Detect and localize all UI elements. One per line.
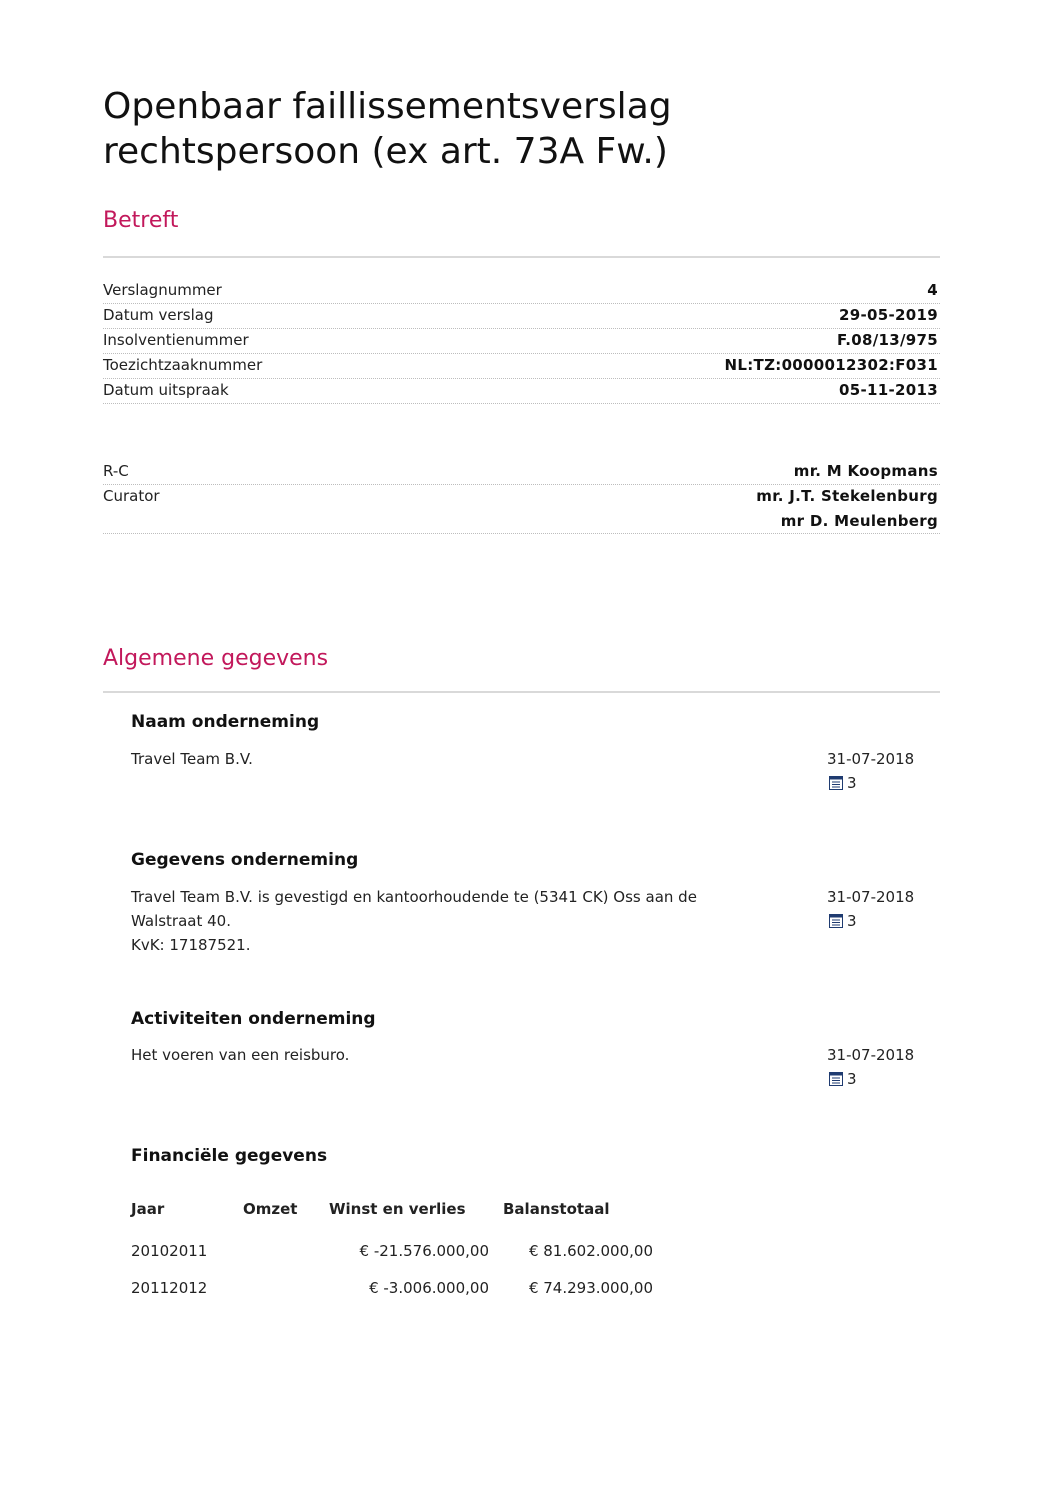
- page-title: [103, 84, 940, 174]
- subheading-activiteiten-onderneming: Activiteiten onderneming: [131, 1009, 376, 1029]
- document-icon: [829, 914, 843, 928]
- body-line: Het voeren van een reisburo.: [131, 1046, 350, 1064]
- info-label: Curator: [103, 487, 160, 505]
- table-row: [131, 1232, 667, 1269]
- info-label: Datum uitspraak: [103, 381, 229, 399]
- column-header-balanstotaal: Balanstotaal: [503, 1200, 610, 1218]
- info-value: mr. M Koopmans: [793, 462, 938, 480]
- document-icon: [829, 1072, 843, 1086]
- cell-balanstotaal: € 74.293.000,00: [528, 1278, 653, 1297]
- info-value: mr D. Meulenberg: [780, 512, 938, 530]
- report-reference-link[interactable]: [829, 1067, 937, 1091]
- subheading-financiele-gegevens: Financiële gegevens: [131, 1146, 328, 1166]
- info-row-curator: [103, 484, 940, 534]
- subheading-naam-onderneming: Naam onderneming: [131, 712, 320, 732]
- info-value: 29-05-2019: [839, 306, 938, 324]
- info-value: F.08/13/975: [836, 331, 938, 349]
- info-label: Insolventienummer: [103, 331, 249, 349]
- info-value: NL:TZ:0000012302:F031: [724, 356, 938, 374]
- naam-onderneming-text: [131, 747, 791, 771]
- info-row-insolventienummer: [103, 328, 940, 354]
- activiteiten-onderneming-text: [131, 1043, 791, 1067]
- entry-meta: [827, 1043, 937, 1091]
- entry-date: 31-07-2018: [827, 888, 915, 906]
- body-line: Travel Team B.V. is gevestigd en kantoorhoudende te (5341 CK) Oss aan de: [131, 888, 697, 906]
- info-row-toezichtzaaknummer: [103, 353, 940, 379]
- cell-jaar: 20112012: [131, 1278, 208, 1297]
- financial-table: [131, 1200, 667, 1306]
- cell-winst-en-verlies: € -21.576.000,00: [359, 1241, 489, 1260]
- cell-omzet: [243, 1269, 329, 1306]
- info-label: Datum verslag: [103, 306, 214, 324]
- entry-date: 31-07-2018: [827, 1046, 915, 1064]
- info-row-datum-verslag: [103, 303, 940, 329]
- info-label: Verslagnummer: [103, 281, 222, 299]
- cell-balanstotaal: € 81.602.000,00: [528, 1241, 653, 1260]
- body-line: Travel Team B.V.: [131, 750, 253, 768]
- info-label: R-C: [103, 462, 129, 480]
- gegevens-onderneming-text: [131, 885, 791, 957]
- column-header-winst-en-verlies: Winst en verlies: [329, 1200, 466, 1218]
- title-line-2: rechtspersoon (ex art. 73A Fw.): [103, 131, 668, 172]
- section-divider: [103, 256, 940, 258]
- body-line: Walstraat 40.: [131, 912, 231, 930]
- entry-date: 31-07-2018: [827, 750, 915, 768]
- body-line: KvK: 17187521.: [131, 936, 251, 954]
- info-row-verslagnummer: [103, 278, 940, 304]
- info-value: mr. J.T. Stekelenburg: [756, 487, 938, 505]
- section-divider: [103, 691, 940, 693]
- column-header-jaar: Jaar: [131, 1200, 165, 1218]
- entry-meta: [827, 747, 937, 795]
- column-header-omzet: Omzet: [243, 1200, 298, 1218]
- info-row-rc: [103, 459, 940, 485]
- report-reference-number: 3: [847, 1070, 857, 1088]
- info-row-datum-uitspraak: [103, 378, 940, 404]
- document-icon: [829, 776, 843, 790]
- info-value: 05-11-2013: [839, 381, 938, 399]
- title-line-1: Openbaar faillissementsverslag: [103, 86, 672, 127]
- info-label: Toezichtzaaknummer: [103, 356, 263, 374]
- table-header-row: [131, 1200, 667, 1232]
- report-reference-number: 3: [847, 912, 857, 930]
- cell-omzet: [243, 1232, 329, 1269]
- report-reference-link[interactable]: [829, 909, 937, 933]
- section-heading-algemene-gegevens: Algemene gegevens: [103, 646, 329, 671]
- section-heading-betreft: Betreft: [103, 208, 179, 233]
- cell-winst-en-verlies: € -3.006.000,00: [369, 1278, 489, 1297]
- report-reference-link[interactable]: [829, 771, 937, 795]
- info-value: 4: [927, 281, 938, 299]
- entry-meta: [827, 885, 937, 933]
- table-row: [131, 1269, 667, 1306]
- subheading-gegevens-onderneming: Gegevens onderneming: [131, 850, 359, 870]
- report-reference-number: 3: [847, 774, 857, 792]
- cell-jaar: 20102011: [131, 1241, 208, 1260]
